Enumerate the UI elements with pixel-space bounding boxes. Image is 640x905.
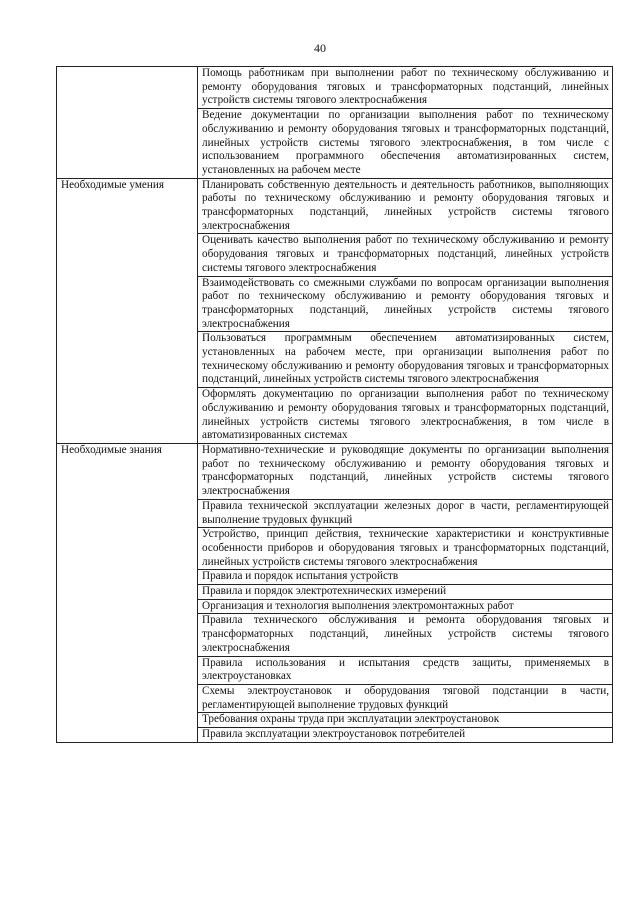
requirement-item: Устройство, принцип действия, технические характеристики и конструктивные особенности приборов и оборудования тяговых и трансформаторных подстанций, линейных устройств системы тягового электроснабжения [198, 528, 613, 570]
table-row [57, 178, 613, 234]
requirement-item: Планировать собственную деятельность и деятельность работников, выполняющих работы по техническому обслуживанию и ремонту оборудования тяговых и трансформаторных подстанций, линейных устройств системы тягового электроснабжения [198, 178, 613, 234]
requirement-item: Правила технической эксплуатации железных дорог в части, регламентирующей выполнение трудовых функций [198, 499, 613, 527]
requirement-item: Правила и порядок электротехнических измерений [198, 585, 613, 600]
requirement-item: Правила использования и испытания средств защиты, применяемых в электроустановках [198, 656, 613, 684]
requirement-item: Схемы электроустановок и оборудования тяговой подстанции в части, регламентирующей выполнение трудовых функций [198, 684, 613, 712]
requirement-item: Требования охраны труда при эксплуатации электроустановок [198, 713, 613, 728]
requirement-item: Оценивать качество выполнения работ по техническому обслуживанию и ремонту оборудования тяговых и трансформаторных подстанций, линейных устройств системы тягового электроснабжения [198, 234, 613, 276]
requirement-item: Правила эксплуатации электроустановок потребителей [198, 728, 613, 743]
requirement-item: Пользоваться программным обеспечением автоматизированных систем, установленных на рабочем месте, при организации выполнения работ по техническому обслуживанию и ремонту оборудования тяговых и трансформаторных подстанций, линейных устройств системы тягового электроснабжения [198, 332, 613, 388]
requirements-table [56, 66, 613, 743]
section-label: Необходимые знания [57, 443, 198, 742]
requirement-item: Правила технического обслуживания и ремонта оборудования тяговых и трансформаторных подстанций, линейных устройств системы тягового электроснабжения [198, 614, 613, 656]
requirement-item: Взаимодействовать со смежными службами по вопросам организации выполнения работ по техническому обслуживанию и ремонту оборудования тяговых и трансформаторных подстанций, линейных устройств системы тягового электроснабжения [198, 276, 613, 332]
section-label: Необходимые умения [57, 178, 198, 443]
requirement-item: Нормативно-технические и руководящие документы по организации выполнения работ по техническому обслуживанию и ремонту оборудования тяговых и трансформаторных подстанций, линейных устройств системы тягового электроснабжения [198, 443, 613, 499]
requirement-item: Оформлять документацию по организации выполнения работ по техническому обслуживанию и ремонту оборудования тяговых и трансформаторных подстанций, линейных устройств системы тягового электроснабжения, в том числе в автоматизированных системах [198, 388, 613, 444]
table-row [57, 443, 613, 499]
requirement-item: Помощь работникам при выполнении работ по техническому обслуживанию и ремонту оборудования тяговых и трансформаторных подстанций, линейных устройств системы тягового электроснабжения [198, 67, 613, 109]
page-number: 40 [314, 41, 326, 55]
requirement-item: Ведение документации по организации выполнения работ по техническому обслуживанию и ремонту оборудования тяговых и трансформаторных подстанций, линейных устройств системы тягового электроснабжения, в том числе с использованием программного обеспечения автоматизированных систем, установленных на рабочем месте [198, 109, 613, 179]
requirement-item: Организация и технология выполнения электромонтажных работ [198, 599, 613, 614]
table-row [57, 67, 613, 109]
section-label [57, 67, 198, 179]
requirement-item: Правила и порядок испытания устройств [198, 570, 613, 585]
